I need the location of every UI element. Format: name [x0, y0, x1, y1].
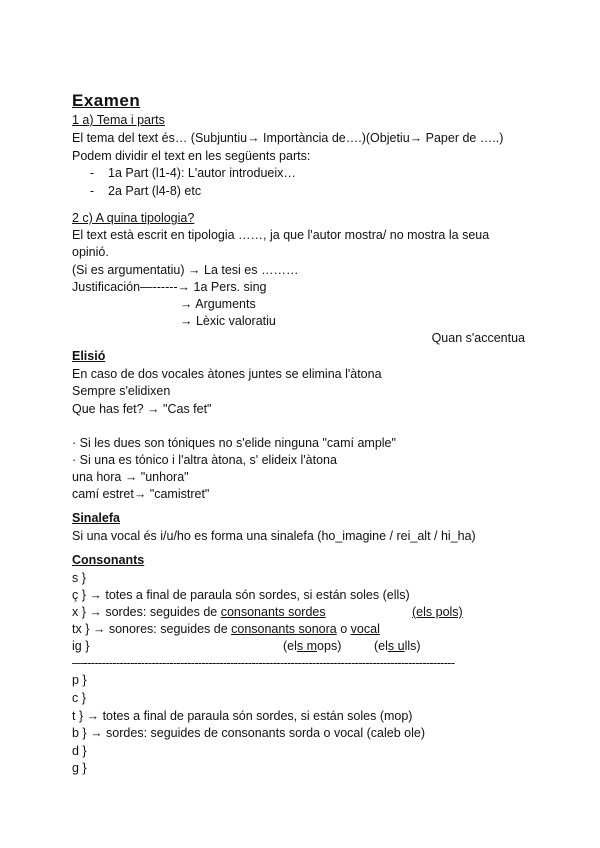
section2-line3: (Si es argumentatiu) → La tesi es ……… — [72, 263, 299, 277]
elisio-line3: Que has fet? → "Cas fet" — [72, 402, 212, 416]
consonant-row-d: d } — [72, 744, 87, 758]
consonant-letter: ç } — [72, 588, 86, 602]
consonant-rule: → totes a final de paraula són sordes, si están soles (ells) — [85, 588, 410, 602]
consonant-rule: → sordes: seguides de — [85, 605, 221, 619]
consonant-letter: x } — [72, 605, 86, 619]
example-part: (el — [374, 639, 388, 653]
consonant-row-g: g } — [72, 761, 87, 775]
example-els-ulls — [374, 638, 421, 654]
example-part: (el — [283, 639, 297, 653]
elisio-line1: En caso de dos vocales àtones juntes se elimina l'àtona — [72, 367, 382, 381]
sinalefa-line1: Si una vocal és i/u/ho es forma una sinalefa (ho_imagine / rei_alt / hi_ha) — [72, 529, 476, 543]
consonant-rule-underlined: vocal — [350, 622, 380, 636]
consonant-rule: → totes a final de paraula són sordes, si están soles (mop) — [83, 709, 413, 723]
consonant-letter: tx } — [72, 622, 90, 636]
section2-right-note: Quan s'accentua — [431, 331, 525, 345]
section1-bullet1: 1a Part (l1-4): L'autor introdueix… — [108, 166, 296, 180]
consonant-rule-underlined: consonants sordes — [220, 605, 326, 619]
consonant-rule-underlined: consonants sonora — [231, 622, 337, 636]
consonant-row-p: p } — [72, 673, 87, 687]
consonant-row-x — [72, 604, 326, 620]
elisio-line2: Sempre s'elidixen — [72, 384, 171, 398]
elisio-heading: Elisió — [72, 349, 106, 363]
section2-line5: → Arguments — [180, 297, 256, 311]
section1-line2: Podem dividir el text en les següents parts: — [72, 149, 311, 163]
consonants-heading: Consonants — [72, 553, 145, 567]
consonant-rule: → sonores: seguides de — [89, 622, 232, 636]
page-title: Examen — [72, 91, 141, 110]
bullet-marker: - — [90, 184, 95, 198]
section1-line1: El tema del text és… (Subjuntiu→ Importància de….)(Objetiu→ Paper de …..) — [72, 131, 504, 145]
elisio-line7: camí estret→ "camistret" — [72, 487, 210, 501]
section1-heading: 1 a) Tema i parts — [72, 113, 165, 127]
section2-line6: → Lèxic valoratiu — [180, 314, 276, 328]
elisio-line6: una hora → "unhora" — [72, 470, 189, 484]
consonant-rule: → sordes: seguides de consonants sorda o vocal (caleb ole) — [86, 726, 425, 740]
bullet-marker: - — [90, 166, 95, 180]
example-part-underlined: s m — [296, 639, 318, 653]
consonant-row-t — [72, 708, 412, 724]
sinalefa-heading: Sinalefa — [72, 511, 120, 525]
consonant-row-c-cedilla — [72, 587, 410, 603]
separator-line: —-------------------------------------------------------------------------------------------------------- — [72, 656, 455, 670]
elisio-line5: · Si una es tónico i l'altra àtona, s' elideix l'àtona — [72, 453, 337, 467]
example-els-pols: (els pols) — [412, 605, 463, 619]
section2-line1: El text està escrit en tipologia ……, ja que l'autor mostra/ no mostra la seua — [72, 228, 490, 242]
section2-heading: 2 c) A quina tipologia? — [72, 211, 195, 225]
consonant-row-b — [72, 725, 425, 741]
consonant-row-s: s } — [72, 571, 86, 585]
consonant-letter: b } — [72, 726, 87, 740]
example-part: lls) — [404, 639, 421, 653]
consonant-letter: t } — [72, 709, 84, 723]
section1-bullet2: 2a Part (l4-8) etc — [108, 184, 202, 198]
consonant-rule: o — [336, 622, 351, 636]
section2-line2: opinió. — [72, 245, 109, 259]
example-els-mops — [283, 638, 341, 654]
example-part-underlined: s u — [387, 639, 405, 653]
section2-line4: Justificación—------→ 1a Pers. sing — [72, 280, 267, 294]
consonant-row-tx — [72, 621, 380, 637]
elisio-line4: · Si les dues son tóniques no s'elide ninguna "camí ample" — [72, 436, 396, 450]
consonant-row-ig: ig } — [72, 639, 90, 653]
example-part: ops) — [317, 639, 342, 653]
consonant-row-c: c } — [72, 691, 86, 705]
